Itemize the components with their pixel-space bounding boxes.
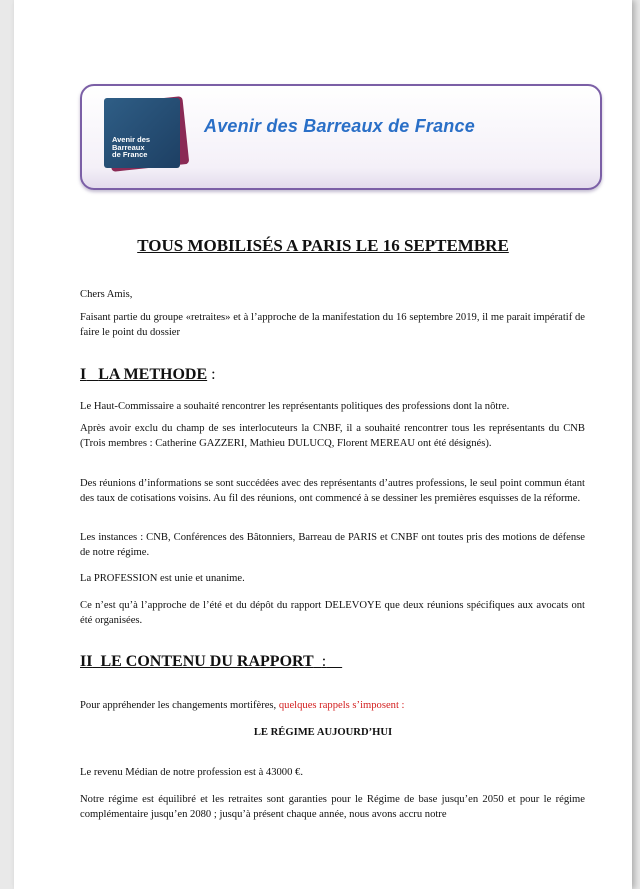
- subheading: LE RÉGIME AUJOURD’HUI: [253, 727, 393, 738]
- paragraph: Les instances : CNB, Conférences des Bâtonniers, Barreau de PARIS et CNBF ont toutes pris des motions de défense de notre régime.: [80, 532, 585, 558]
- document-page: [14, 0, 632, 889]
- section-1-colon: :: [211, 366, 216, 383]
- greeting: Chers Amis,: [80, 289, 133, 300]
- banner-title: Avenir des Barreaux de France: [204, 116, 475, 136]
- paragraph: Des réunions d’informations se sont succédées avec des représentants d’autres professions, le seul point commun étant des taux de cotisations voisins. Au fil des réunions, ont commencé à se dessiner les premières esquisses de la réforme.: [80, 478, 585, 504]
- page-title: TOUS MOBILISÉS A PARIS LE 16 SEPTEMBRE: [137, 236, 509, 255]
- paragraph: Le Haut-Commissaire a souhaité rencontrer les représentants politiques des professions dont la nôtre.: [80, 401, 510, 412]
- paragraph: La PROFESSION est unie et unanime.: [80, 573, 245, 584]
- section-2-colon: :: [321, 653, 327, 670]
- section-1-number: I: [80, 366, 87, 383]
- paragraph: Après avoir exclu du champ de ses interlocuteurs la CNBF, il a souhaité rencontrer tous les représentants du CNB (Trois membres : Catherine GAZZERI, Mathieu DULUCQ, Florent MEREAU ont été désignés).: [80, 423, 585, 449]
- header-banner: [80, 84, 602, 190]
- section-2-heading: [80, 653, 342, 671]
- lead-text: Pour appréhender les changements mortifères,: [80, 700, 277, 711]
- section-1-heading: [80, 366, 216, 384]
- logo-text: Avenir des Barreaux de France: [112, 135, 151, 159]
- section-2-number: II: [80, 653, 93, 670]
- lead-highlight: quelques rappels s’imposent :: [278, 700, 405, 711]
- paragraph: Le revenu Médian de notre profession est à 43000 €.: [80, 767, 303, 778]
- section-1-title: LA METHODE: [98, 366, 208, 383]
- section-2-title: LE CONTENU DU RAPPORT: [100, 653, 314, 670]
- section-2-lead: [80, 698, 585, 713]
- intro-paragraph: Faisant partie du groupe «retraites» et à l’approche de la manifestation du 16 septembre 2019, il me parait impératif de faire le point du dossier: [80, 312, 585, 338]
- paragraph: Ce n’est qu’à l’approche de l’été et du dépôt du rapport DELEVOYE que deux réunions spécifiques aux avocats ont été organisées.: [80, 600, 585, 626]
- paragraph: Notre régime est équilibré et les retraites sont garanties pour le Régime de base jusqu’en 2050 et pour le régime complémentaire jusqu’en 2080 ; jusqu’à présent chaque année, nous avons accru notre: [80, 794, 585, 820]
- logo: [104, 98, 180, 168]
